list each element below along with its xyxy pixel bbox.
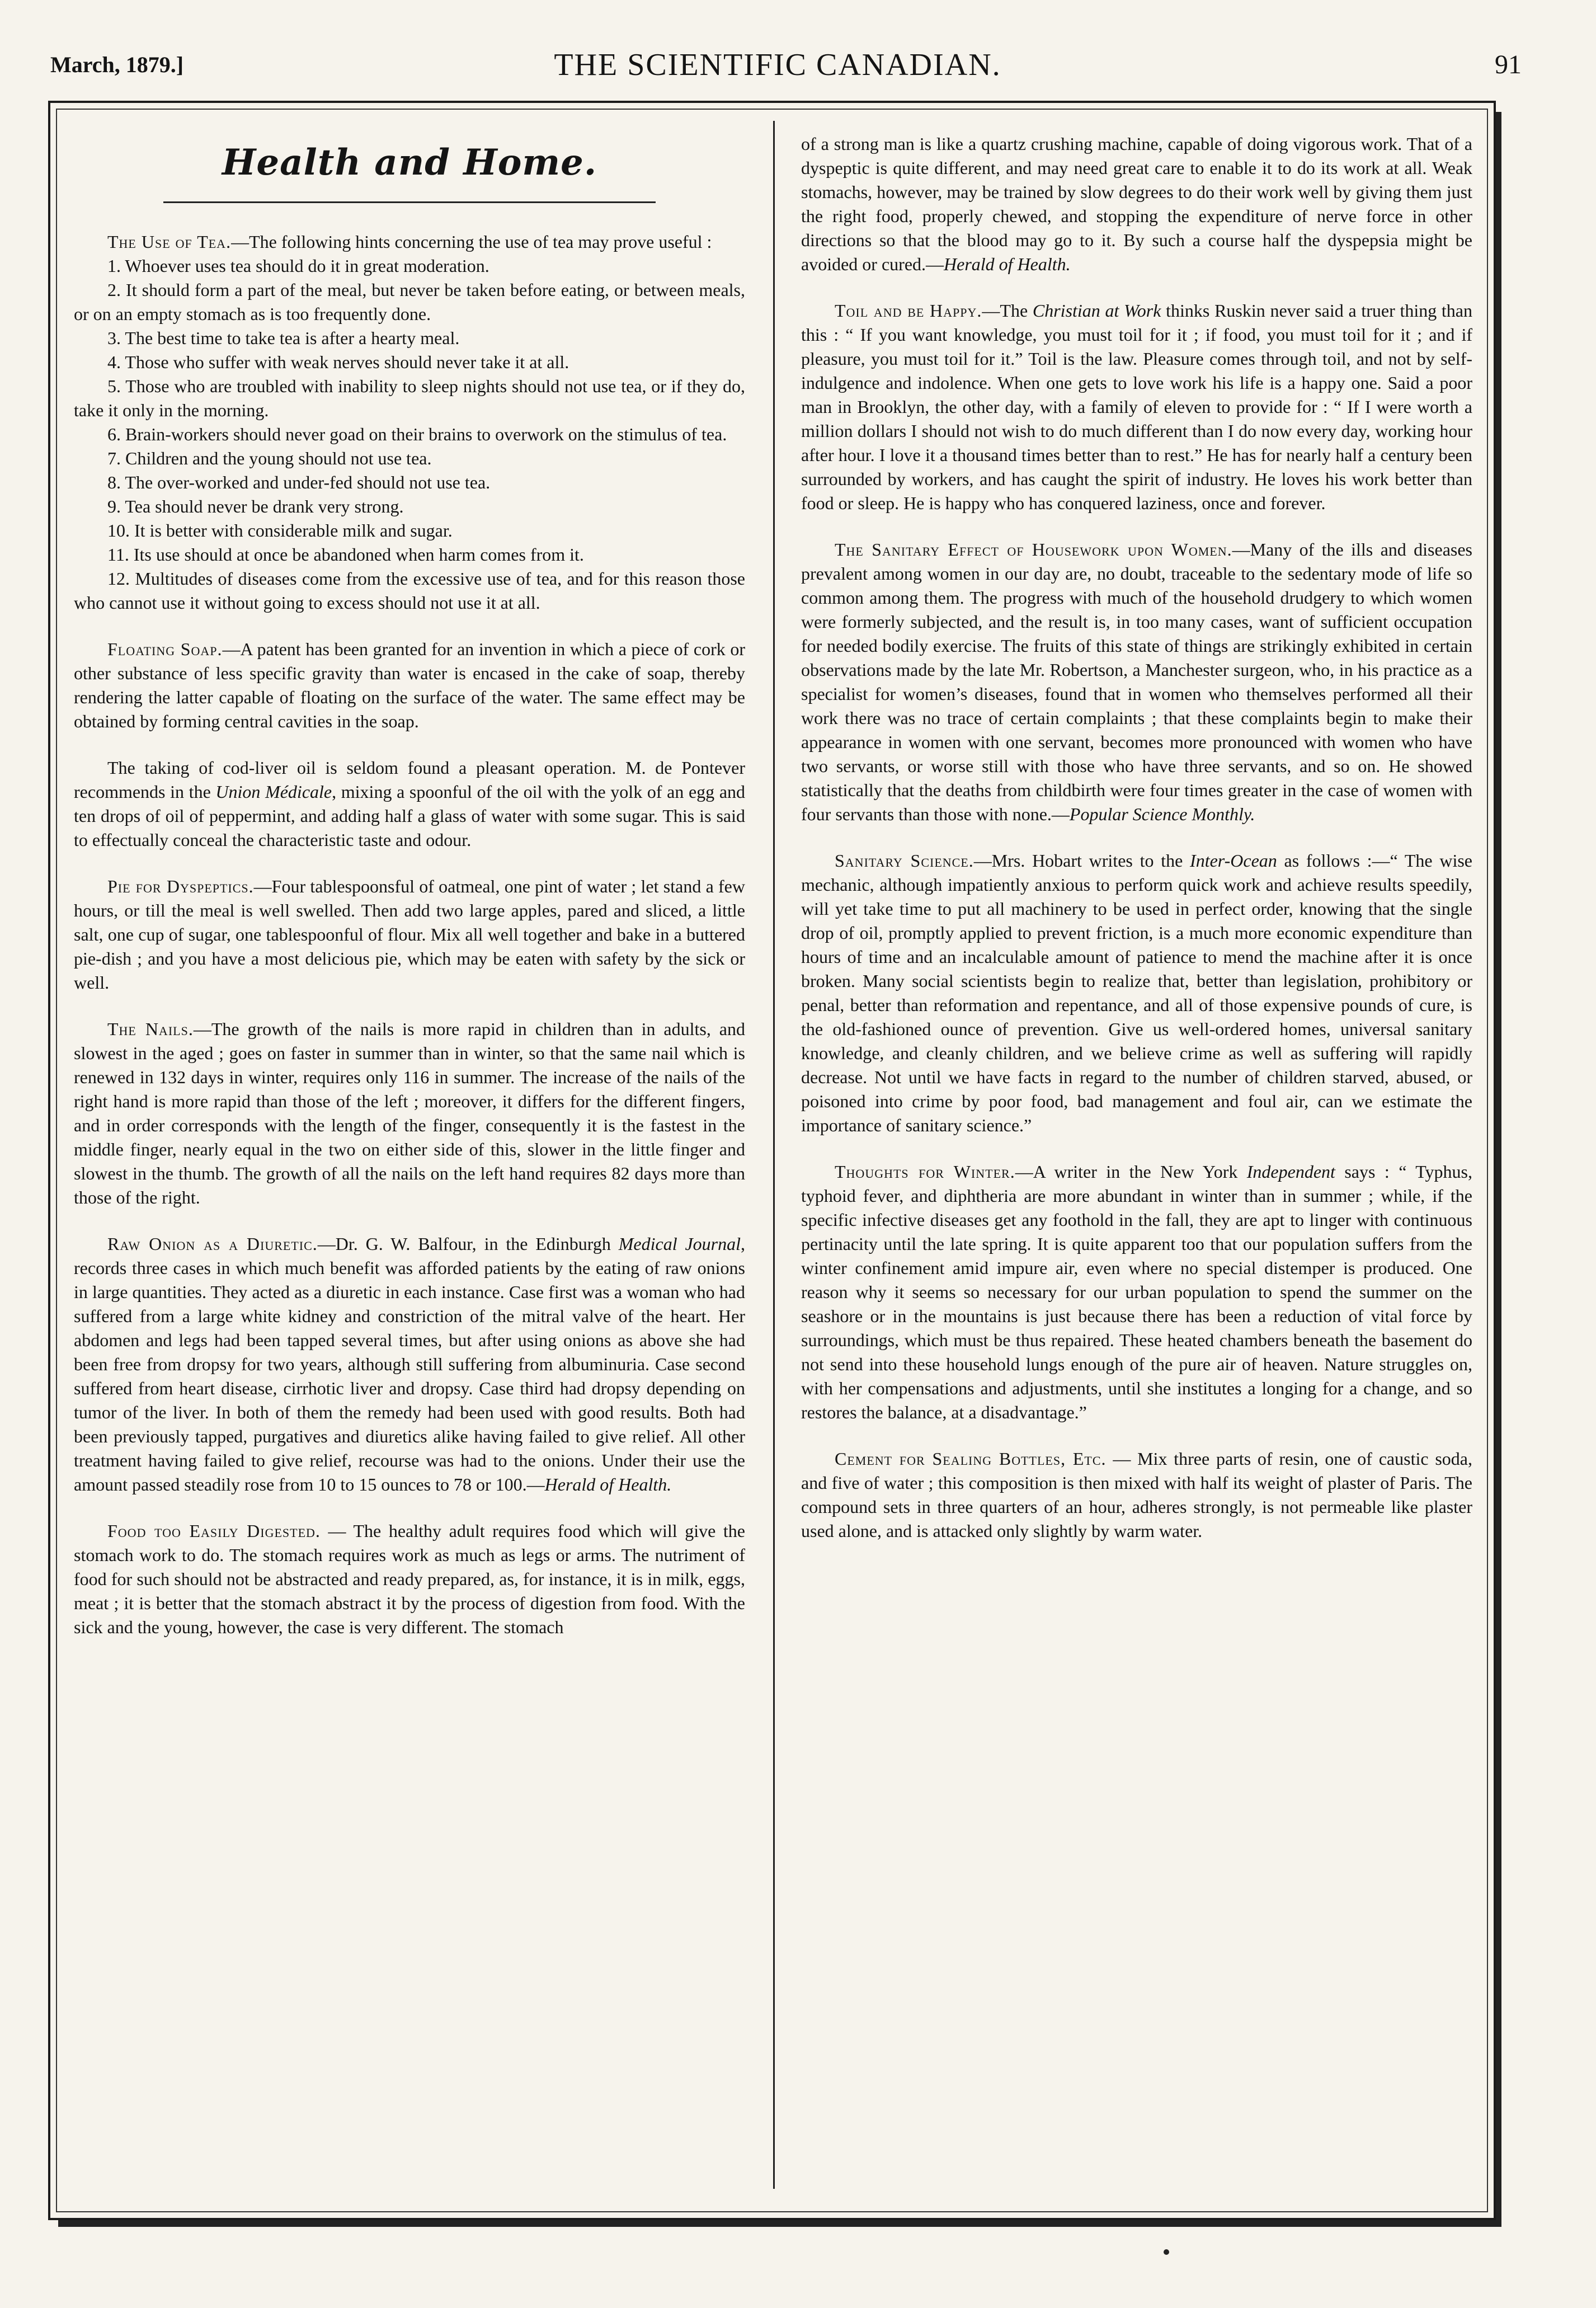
article-the-nails bbox=[74, 1017, 745, 1210]
list-item: 6. Brain-workers should never goad on their brains to overwork on the stimulus of tea. bbox=[107, 424, 727, 444]
article-housework bbox=[801, 538, 1472, 826]
article-heading: Cement for Sealing Bottles, Etc. bbox=[835, 1449, 1107, 1469]
article-paragraph bbox=[74, 1232, 745, 1497]
article-paragraph bbox=[74, 1519, 745, 1639]
section-title: Health and Home. bbox=[222, 142, 597, 184]
article-paragraph bbox=[801, 849, 1472, 1137]
list-item: 10. It is better with considerable milk and sugar. bbox=[107, 520, 453, 540]
article-cement-for-sealing-bottles bbox=[801, 1447, 1472, 1543]
list-item: 3. The best time to take tea is after a hearty meal. bbox=[107, 328, 460, 348]
publication-title: THE SCIENTIFIC CANADIAN. bbox=[554, 48, 1001, 82]
article-text: —A patent has been granted for an invention in which a piece of cork or other substance of less specific gravity than water is encased in the cake of soap, thereby rendering the latter capable of floating on the surface of the water. The same effect may be obtained by forming central cavities in the soap. bbox=[74, 639, 746, 731]
article-paragraph bbox=[74, 875, 745, 995]
list-item: 2. It should form a part of the meal, but never be taken before eating, or between meals, or on an empty stomach as is too frequently done. bbox=[74, 280, 745, 324]
article-cod-liver-oil bbox=[74, 756, 745, 852]
article-heading: The Use of Tea. bbox=[107, 232, 232, 252]
article-text: — The healthy adult requires food which will give the stomach work to do. The stomach requires work as much as legs or arms. The nutriment of food for such should not be abstracted and ready prepared, as, for instance, it is in milk, eggs, meat ; it is better that the stomach abstract it by the process of digestion from food. With the sick and the young, however, the case is very different. The stomach bbox=[74, 1521, 745, 1637]
source-title: Union Médicale bbox=[215, 782, 332, 802]
page-number: 91 bbox=[1495, 50, 1522, 79]
column-divider bbox=[773, 121, 775, 2189]
article-text: thinks Ruskin never said a truer thing than this : “ If you want knowledge, you must toil for it ; if food, you must toil for it ; and if pleasure, you must toil for it.” Toil is the law. Pleasure comes through toil, and not by self-indulgence and indolence. When one gets to love work his life is a happy one. Said a poor man in Brooklyn, the other day, with a family of eleven to provide for : “ If I were worth a million dollars I should not wish to do much different than I do now every day, working hour after hour. I love it a thousand times better than to rest.” He has for nearly half a century been surrounded by workers, and has caught the spirit of industry. He loves his work better than food or sleep. He is happy who has conquered laziness, once and forever. bbox=[801, 300, 1473, 513]
article-paragraph bbox=[74, 1017, 745, 1210]
article-text: —The following hints concerning the use of tea may prove useful : bbox=[231, 232, 712, 252]
article-heading: The Nails. bbox=[107, 1019, 194, 1039]
article-food-continued bbox=[801, 132, 1472, 276]
article-credit: Popular Science Monthly. bbox=[1069, 804, 1255, 824]
article-food-too-easily-digested bbox=[74, 1519, 745, 1639]
list-item: 8. The over-worked and under-fed should not use tea. bbox=[107, 472, 491, 492]
article-thoughts-for-winter bbox=[801, 1160, 1472, 1425]
article-text: —Dr. G. W. Balfour, in the Edinburgh bbox=[317, 1234, 619, 1254]
source-title: Medical Journal bbox=[618, 1234, 741, 1254]
list-item: 4. Those who suffer with weak nerves should never take it at all. bbox=[107, 352, 569, 372]
article-heading: Thoughts for Winter. bbox=[835, 1162, 1015, 1182]
article-floating-soap bbox=[74, 637, 745, 734]
article-text: says : “ Typhus, typhoid fever, and diphtheria are more abundant in winter than in summer ; while, if the specific infective diseases get any foothold in the fall, they are apt to linger with continuous pertinacity until the late spring. It is quite apparent too that our population suffers from the winter confinement amid impure air, even where no special distemper is produced. One reason why it seems so necessary for our urban population to spend the summer on the seashore or in the mountains is just because there has been a reduction of vital force by surroundings, which must be thus repaired. These heated chambers beneath the basement do not send into these household lungs enough of the pure air of heaven. Nature struggles on, with her compensations and adjustments, until she institutes a longing for a change, and so restores the balance, at a disadvantage.” bbox=[801, 1162, 1472, 1422]
article-paragraph bbox=[801, 538, 1472, 826]
page-frame-inner bbox=[56, 109, 1488, 2212]
article-text: —The bbox=[982, 300, 1033, 321]
article-paragraph bbox=[74, 637, 745, 734]
article-text: , records three cases in which much benefit was afforded patients by the eating of raw onions in large quantities. They acted as a diuretic in each instance. Case first was a woman who had suffered from a large white kidney and constriction of the mitral valve of the heart. Her abdomen and legs had been tapped several times, but after using onions as above she had been free from dropsy for two years, although still suffering from albuminuria. Case second suffered from heart disease, cirrhotic liver and dropsy. Case third had dropsy depending on tumor of the liver. In both of them the remedy had been used with good results. Both had been previously tapped, purgatives and diuretics alike having failed to give relief. All other treatment having failed to give relief, recourse was had to the onions. Under their use the amount passed steadily rose from 10 to 15 ounces to 78 or 100.— bbox=[74, 1234, 746, 1494]
article-paragraph bbox=[801, 299, 1472, 515]
article-credit: Herald of Health. bbox=[544, 1474, 672, 1494]
list-item: 9. Tea should never be drank very strong. bbox=[107, 496, 404, 516]
article-sanitary-science bbox=[801, 849, 1472, 1137]
left-column bbox=[74, 132, 745, 2189]
source-title: Inter-Ocean bbox=[1190, 850, 1277, 871]
article-pie-for-dyspeptics bbox=[74, 875, 745, 995]
article-heading: Raw Onion as a Diuretic. bbox=[107, 1234, 318, 1254]
ink-dot bbox=[1164, 2249, 1169, 2255]
article-text: —Many of the ills and diseases prevalent among women in our day are, no doubt, traceable to the sedentary mode of life so common among them. The progress with much of the household drudgery to which women were formerly subjected, and the result is, in too many cases, want of sufficient occupation for needed bodily exercise. The fruits of this state of things are strikingly exhibited in certain observations made by the late Mr. Robertson, a Manchester surgeon, who, in his practice as a specialist for women’s diseases, found that in women who themselves performed all their work there was no trace of certain complaints ; that these complaints begin to make their appearance in women with one servant, becomes more pronounced with women who have two servants, or worse still with those who have three servants, and so on. He showed statistically that the deaths from childbirth were four times greater in the case of women with four servants than those with none.— bbox=[801, 539, 1472, 824]
source-title: Independent bbox=[1246, 1162, 1335, 1182]
list-item: 7. Children and the young should not use tea. bbox=[107, 448, 432, 468]
tea-hints-list bbox=[74, 254, 745, 615]
article-text: The taking of cod-liver oil is seldom found a pleasant operation. M. de Pontever recommends in the bbox=[74, 758, 745, 802]
list-item: 11. Its use should at once be abandoned when harm comes from it. bbox=[107, 544, 584, 565]
article-heading: Sanitary Science. bbox=[835, 850, 974, 871]
article-paragraph bbox=[74, 756, 745, 852]
article-text: — Mix three parts of resin, one of caustic soda, and five of water ; this composition is then mixed with half its weight of plaster of Paris. The compound sets in three quarters of an hour, adheres strongly, is not permeable like plaster used alone, and is attacked only slightly by warm water. bbox=[801, 1449, 1472, 1541]
list-item: 12. Multitudes of diseases come from the excessive use of tea, and for this reason those who cannot use it without going to excess should not use it at all. bbox=[74, 568, 745, 613]
article-credit: Herald of Health. bbox=[944, 254, 1071, 274]
article-heading: Pie for Dyspeptics. bbox=[107, 876, 254, 896]
right-column bbox=[801, 132, 1472, 2189]
article-heading: Toil and be Happy. bbox=[835, 300, 982, 321]
list-item: 1. Whoever uses tea should do it in great moderation. bbox=[107, 256, 489, 276]
article-heading: Food too Easily Digested. bbox=[107, 1521, 321, 1541]
article-text: —The growth of the nails is more rapid in children than in adults, and slowest in the aged ; goes on faster in summer than in winter, so that the same nail which is renewed in 132 days in winter, requires only 116 in summer. The increase of the nails of the right hand is more rapid than those of the left ; moreover, it differs for the different fingers, and in order corresponds with the length of the finger, consequently it is the fastest in the middle finger, nearly equal in the two on either side of this, slower in the little finger and slowest in the thumb. The growth of all the nails on the left hand requires 82 days more than those of the right. bbox=[74, 1019, 746, 1207]
article-raw-onion bbox=[74, 1232, 745, 1497]
page-frame bbox=[48, 101, 1496, 2220]
article-toil-and-be-happy bbox=[801, 299, 1472, 515]
article-text: of a strong man is like a quartz crushing machine, capable of doing vigorous work. That of a dyspeptic is quite different, and may need great care to enable it to do its work at all. Weak stomachs, however, may be trained by slow degrees to do their work well by giving them just the right food, properly chewed, and stopping the expenditure of nerve force in other directions so that the blood may go to it. By such a course half the dyspepsia might be avoided or cured.— bbox=[801, 134, 1472, 274]
article-text: as follows :—“ The wise mechanic, although impatiently anxious to perform quick work and achieve results speedily, will yet take time to put all machinery to be used in perfect order, knowing that the single drop of oil, promptly applied to prevent friction, is a much more economic expenditure than hours of time and an incalculable amount of patience to mend the machine after it is once broken. Many social scientists begin to realize that, better than legislation, prohibitory or penal, better than reformation and repentance, and all of those expensive pounds of cure, is the old-fashioned ounce of prevention. Give us well-ordered homes, universal sanitary knowledge, and cleanly children, and we believe crime as well as suffering will rapidly decrease. Not until we have facts in regard to the number of children starved, abused, or poisoned into crime by poor food, bad management and foul air, can we estimate the importance of sanitary science.” bbox=[801, 850, 1473, 1135]
article-paragraph bbox=[801, 1160, 1472, 1425]
article-paragraph bbox=[801, 1447, 1472, 1543]
article-text: —A writer in the New York bbox=[1015, 1162, 1247, 1182]
issue-date: March, 1879.] bbox=[50, 52, 184, 77]
title-rule bbox=[163, 201, 656, 203]
article-paragraph bbox=[801, 132, 1472, 276]
article-text: —Four tablespoonsful of oatmeal, one pint of water ; let stand a few hours, or till the meal is well swelled. Then add two large apples, pared and sliced, a little salt, one cup of sugar, one tablespoonful of flour. Mix all well together and bake in a buttered pie-dish ; and you have a most delicious pie, which may be eaten with safety by the sick or well. bbox=[74, 876, 745, 993]
source-title: Christian at Work bbox=[1032, 300, 1161, 321]
article-heading: The Sanitary Effect of Housework upon Women. bbox=[835, 539, 1232, 560]
running-head bbox=[50, 39, 1522, 90]
article-text: —Mrs. Hobart writes to the bbox=[973, 850, 1190, 871]
article-use-of-tea bbox=[74, 230, 745, 615]
article-heading: Floating Soap. bbox=[107, 639, 223, 659]
list-item: 5. Those who are troubled with inability to sleep nights should not use tea, or if they do, take it only in the morning. bbox=[74, 376, 745, 420]
article-text: , mixing a spoonful of the oil with the yolk of an egg and ten drops of oil of peppermint, and adding half a glass of water with some sugar. This is said to effectually conceal the characteristic taste and odour. bbox=[74, 782, 746, 850]
article-intro bbox=[74, 230, 745, 254]
